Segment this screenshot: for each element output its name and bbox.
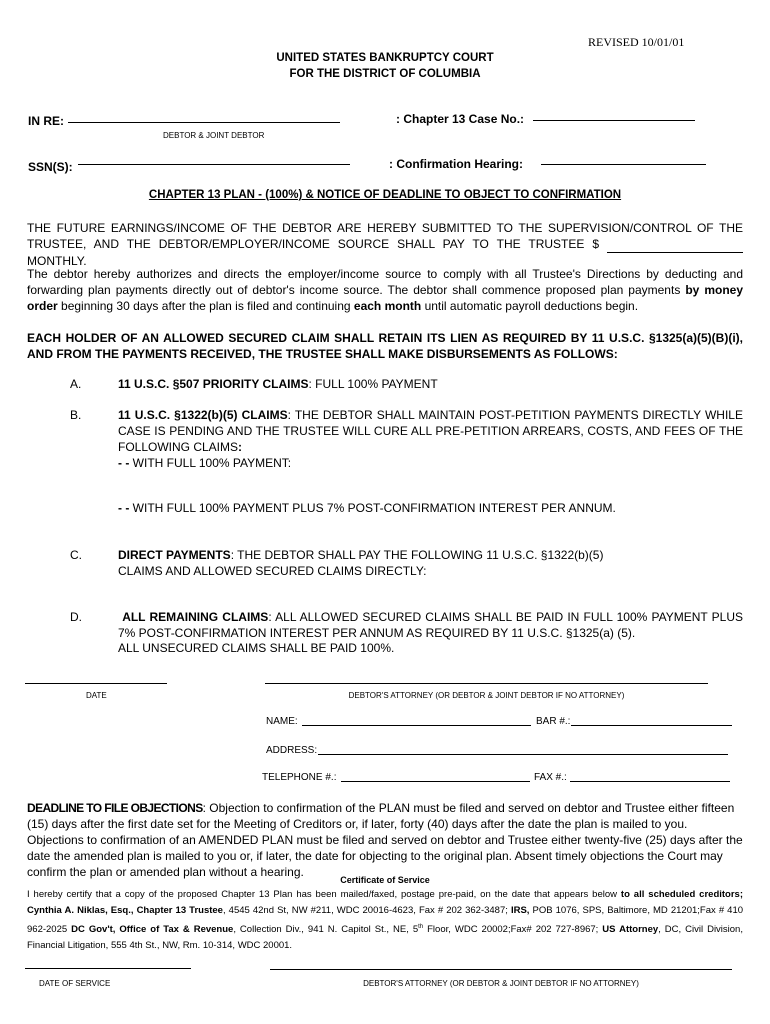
authorization-text-3: until automatic payroll deductions begin.: [421, 299, 639, 313]
date-of-service-label: DATE OF SERVICE: [39, 979, 111, 988]
certificate-text-4: , Collection Div., 941 N. Capitol St., NE, 5: [233, 924, 419, 936]
authorization-money-order: by money order: [27, 283, 744, 313]
item-a-letter: A.: [70, 377, 82, 391]
debtor-name-field[interactable]: [68, 122, 340, 123]
item-d-line2: ALL UNSECURED CLAIMS SHALL BE PAID 100%.: [118, 641, 395, 655]
court-name: UNITED STATES BANKRUPTCY COURT: [276, 52, 494, 64]
bar-label: BAR #.:: [536, 716, 571, 727]
authorization-paragraph: [27, 266, 743, 314]
item-a-body: : FULL 100% PAYMENT: [308, 377, 438, 391]
telephone-label: TELEPHONE #.:: [262, 772, 337, 783]
in-re-label: IN RE:: [28, 114, 64, 128]
item-b-sub1: [118, 456, 291, 470]
item-c-text: [118, 547, 648, 579]
ssn-field[interactable]: [78, 164, 350, 165]
item-b-sub2-dash: - -: [118, 501, 130, 515]
confirmation-hearing-field[interactable]: [541, 164, 706, 165]
authorization-text-1: The debtor hereby authorizes and directs the employer/income source to comply with all Trustee's Directions by deducting and forwarding plan payments directly out of debtor's income source. The debtor shall commence proposed plan payments: [27, 267, 743, 297]
certificate-title: Certificate of Service: [340, 875, 430, 885]
item-c-letter: C.: [70, 548, 82, 562]
item-b-sub1-text: WITH FULL 100% PAYMENT:: [129, 456, 292, 470]
telephone-field[interactable]: [341, 781, 530, 782]
name-field[interactable]: [302, 725, 531, 726]
item-d-body: : ALL ALLOWED SECURED CLAIMS SHALL BE PAID IN FULL 100% PAYMENT PLUS 7% POST-CONFIRMATION INTEREST PER ANNUM AS REQUIRED BY 11 U.S.C. §1325(a) (5).: [118, 610, 743, 640]
item-b-text: [118, 407, 743, 455]
revised-date: REVISED 10/01/01: [588, 35, 685, 49]
certificate-us-attorney: US Attorney: [602, 924, 659, 936]
item-b-colon: :: [238, 440, 243, 454]
certificate-text-5: Floor, WDC 20002;Fax# 202 727-8967;: [423, 924, 603, 936]
item-a-heading: 11 U.S.C. §507 PRIORITY CLAIMS: [118, 377, 309, 391]
certificate-trustee: to all scheduled creditors; Cynthia A. Niklas, Esq., Chapter 13 Trustee: [27, 889, 743, 916]
monthly-suffix: MONTHLY.: [27, 254, 87, 268]
secured-claims-heading: EACH HOLDER OF AN ALLOWED SECURED CLAIM SHALL RETAIN ITS LIEN AS REQUIRED BY 11 U.S.C. §1325(a)(5)(B)(i), AND FROM THE PAYMENTS RECEIVED, THE TRUSTEE SHALL MAKE DISBURSEMENTS AS FOLLOWS:: [27, 331, 743, 361]
date-of-service-line[interactable]: [25, 968, 191, 969]
certificate-paragraph: [27, 887, 743, 954]
item-c-heading: DIRECT PAYMENTS: [118, 548, 231, 562]
certificate-text-1: I hereby certify that a copy of the proposed Chapter 13 Plan has been mailed/faxed, postage pre-paid, on the date that appears below: [27, 889, 621, 900]
date-signature-line[interactable]: [25, 683, 167, 684]
address-label: ADDRESS:: [266, 745, 318, 756]
item-d-letter: D.: [70, 610, 82, 624]
future-earnings-text: THE FUTURE EARNINGS/INCOME OF THE DEBTOR ARE HEREBY SUBMITTED TO THE SUPERVISION/CONTROL OF THE TRUSTEE, AND THE DEBTOR/EMPLOYER/INCOME SOURCE SHALL PAY TO THE TRUSTEE $: [27, 221, 743, 251]
item-b-body: : THE DEBTOR SHALL MAINTAIN POST-PETITION PAYMENTS DIRECTLY WHILE CASE IS PENDING AND THE TRUSTEE WILL CURE ALL PRE-PETITION ARREARS, COSTS, AND FEES OF THE FOLLOWING CLAIMS: [118, 408, 743, 454]
certificate-text-6: , DC, Civil Division, Financial Litigation, 555 4th St., NW, Rm. 10-314, WDC 20001.: [27, 924, 743, 952]
ssn-label: SSN(S):: [28, 160, 73, 174]
bar-number-field[interactable]: [571, 725, 732, 726]
item-b-sub2: [118, 501, 616, 515]
item-b-sub1-dash: - -: [118, 456, 130, 470]
attorney-signature-line[interactable]: [265, 683, 708, 684]
court-district: FOR THE DISTRICT OF COLUMBIA: [289, 68, 481, 80]
deadline-heading: DEADLINE TO FILE OBJECTIONS: [27, 801, 203, 815]
certificate-text-3: POB 1076, SPS, Baltimore, MD 21201;Fax # 410 962-2025: [27, 905, 744, 936]
item-b-heading: 11 U.S.C. §1322(b)(5) CLAIMS: [118, 408, 288, 422]
name-label: NAME:: [266, 716, 298, 727]
certificate-dc-govt: DC Gov't, Office of Tax & Revenue: [71, 924, 234, 936]
footer-attorney-line[interactable]: [270, 969, 732, 970]
future-earnings-paragraph: [27, 220, 743, 269]
case-number-label: : Chapter 13 Case No.:: [396, 112, 525, 126]
authorization-each-month: each month: [353, 299, 422, 313]
item-d-heading: ALL REMAINING CLAIMS: [122, 610, 269, 624]
item-b-sub2-text: WITH FULL 100% PAYMENT PLUS 7% POST-CONFIRMATION INTEREST PER ANNUM.: [129, 501, 616, 515]
confirmation-hearing-label: : Confirmation Hearing:: [389, 157, 523, 171]
fax-label: FAX #.:: [534, 772, 567, 783]
footer-attorney-label: DEBTOR'S ATTORNEY (OR DEBTOR & JOINT DEBTOR IF NO ATTORNEY): [363, 979, 639, 988]
deadline-text: : Objection to confirmation of the PLAN must be filed and served on debtor and Trustee either fifteen (15) days after the first date set for the Meeting of Creditors or, if later, forty (40) days after the date the plan is mailed to you. Objections to confirmation of an AMENDED PLAN must be filed and served on debtor and Trustee either twenty-five (25) days after the date the amended plan is mailed to you or, if later, the date for objecting to the original plan. Absent timely objections the Court may confirm the plan or amended plan without a hearing.: [27, 801, 743, 879]
item-b-letter: B.: [70, 408, 82, 422]
date-label: DATE: [86, 691, 107, 700]
item-a-text: [118, 377, 438, 391]
deadline-paragraph: [27, 800, 745, 880]
monthly-amount-field[interactable]: [607, 236, 743, 253]
address-field[interactable]: [318, 754, 728, 755]
certificate-irs: IRS,: [510, 905, 530, 916]
item-c-body: : THE DEBTOR SHALL PAY THE FOLLOWING 11 U.S.C. §1322(b)(5) CLAIMS AND ALLOWED SECURED CLAIMS DIRECTLY:: [118, 548, 604, 578]
debtor-caption: DEBTOR & JOINT DEBTOR: [163, 131, 265, 140]
authorization-text-2: beginning 30 days after the plan is filed and continuing: [57, 299, 354, 313]
case-number-field[interactable]: [533, 120, 695, 121]
certificate-superscript: th: [418, 924, 424, 930]
item-d-text: [118, 609, 743, 641]
certificate-text-2: , 4545 42nd St, NW #211, WDC 20016-4623, Fax # 202 362-3487;: [222, 905, 511, 916]
fax-field[interactable]: [570, 781, 730, 782]
attorney-label: DEBTOR'S ATTORNEY (OR DEBTOR & JOINT DEBTOR IF NO ATTORNEY): [348, 691, 625, 700]
plan-title: CHAPTER 13 PLAN - (100%) & NOTICE OF DEADLINE TO OBJECT TO CONFIRMATION: [148, 189, 622, 201]
